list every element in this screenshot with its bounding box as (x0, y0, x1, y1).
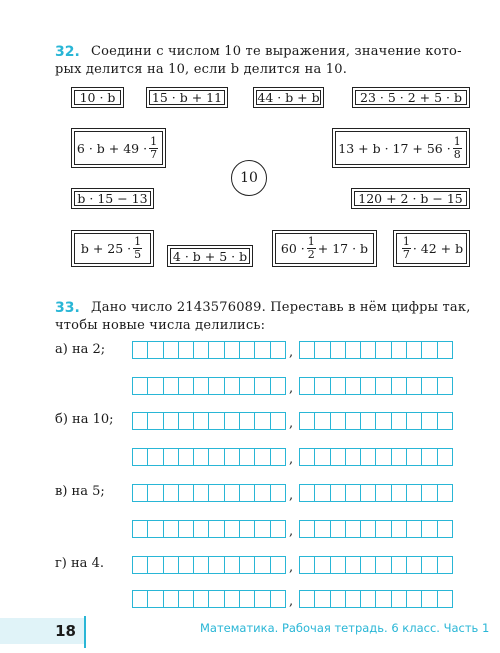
answer-cell[interactable] (240, 591, 255, 607)
expression-box[interactable]: 44 · b + b (253, 87, 324, 108)
answer-cell[interactable] (331, 342, 346, 358)
answer-cell[interactable] (346, 342, 361, 358)
answer-cell[interactable] (331, 591, 346, 607)
answer-cell[interactable] (361, 378, 376, 394)
answer-cell[interactable] (376, 449, 391, 465)
expression-box[interactable]: $\frac{1}{7}$ · 42 + b (393, 230, 470, 267)
answer-cell[interactable] (438, 557, 452, 573)
answer-cell[interactable] (438, 449, 452, 465)
answer-cell[interactable] (271, 557, 285, 573)
answer-cell[interactable] (346, 413, 361, 429)
comma-separator: , (289, 345, 294, 360)
answer-cell[interactable] (209, 557, 224, 573)
answer-cell[interactable] (315, 378, 330, 394)
page-divider (84, 616, 86, 648)
answer-cell[interactable] (209, 485, 224, 501)
footer-title: Математика. Рабочая тетрадь. 6 класс. Часть 1 (200, 621, 490, 635)
answer-label-d: г) на 4. (55, 556, 104, 571)
answer-cell[interactable] (255, 591, 270, 607)
answer-cell[interactable] (407, 557, 422, 573)
answer-cell[interactable] (194, 342, 209, 358)
answer-cell[interactable] (255, 485, 270, 501)
comma-separator: , (289, 381, 294, 396)
answer-cell[interactable] (438, 342, 452, 358)
answer-cell[interactable] (240, 449, 255, 465)
expression-box[interactable]: 6 · b + 49 · $\frac{1}{7}$ (71, 128, 166, 168)
answer-cell[interactable] (315, 449, 330, 465)
answer-label-c: в) на 5; (55, 484, 105, 499)
page-number: 18 (0, 618, 84, 644)
fraction: $\frac{1}{7}$ (402, 235, 410, 261)
answer-cell[interactable] (133, 485, 148, 501)
answer-cell[interactable] (255, 449, 270, 465)
answer-cell[interactable] (331, 485, 346, 501)
answer-cell[interactable] (315, 557, 330, 573)
answer-cell[interactable] (225, 485, 240, 501)
answer-cell[interactable] (407, 342, 422, 358)
answer-cell[interactable] (361, 591, 376, 607)
fraction: $\frac{1}{2}$ (307, 235, 315, 261)
expression-box[interactable]: 60 · $\frac{1}{2}$ + 17 · b (272, 230, 377, 267)
answer-cell[interactable] (376, 342, 391, 358)
task-33-text-line2: чтобы новые числа делились: (55, 318, 266, 333)
answer-cell[interactable] (361, 485, 376, 501)
answer-cell[interactable] (438, 378, 452, 394)
answer-cell[interactable] (148, 591, 163, 607)
answer-cell[interactable] (179, 485, 194, 501)
answer-cell[interactable] (164, 557, 179, 573)
answer-cell[interactable] (407, 413, 422, 429)
answer-cell[interactable] (422, 413, 437, 429)
answer-cell[interactable] (392, 413, 407, 429)
answer-cell[interactable] (300, 378, 315, 394)
answer-cell[interactable] (346, 591, 361, 607)
answer-cell[interactable] (164, 521, 179, 537)
answer-cell[interactable] (407, 449, 422, 465)
answer-cell[interactable] (300, 413, 315, 429)
answer-cell[interactable] (361, 521, 376, 537)
answer-cell[interactable] (209, 413, 224, 429)
answer-cell[interactable] (209, 449, 224, 465)
answer-cell[interactable] (194, 449, 209, 465)
answer-cell[interactable] (376, 591, 391, 607)
answer-cell[interactable] (225, 521, 240, 537)
answer-cell[interactable] (133, 342, 148, 358)
answer-cell[interactable] (315, 413, 330, 429)
answer-cell[interactable] (422, 591, 437, 607)
answer-cells[interactable] (132, 590, 286, 608)
answer-cell[interactable] (133, 413, 148, 429)
fraction: $\frac{1}{7}$ (150, 134, 158, 161)
answer-cell[interactable] (315, 485, 330, 501)
answer-cell[interactable] (271, 342, 285, 358)
answer-cell[interactable] (407, 521, 422, 537)
answer-cell[interactable] (376, 485, 391, 501)
answer-cell[interactable] (346, 378, 361, 394)
task-32-text-line1: Соедини с числом 10 те выражения, значение кото- (91, 44, 462, 59)
answer-cell[interactable] (392, 591, 407, 607)
answer-label-b: б) на 10; (55, 412, 114, 427)
expression-box[interactable]: 4 · b + 5 · b (167, 245, 253, 267)
answer-cell[interactable] (194, 521, 209, 537)
answer-cell[interactable] (331, 413, 346, 429)
expression-box[interactable]: b + 25 · $\frac{1}{5}$ (71, 230, 154, 267)
answer-cells[interactable] (132, 556, 286, 574)
answer-cell[interactable] (164, 591, 179, 607)
answer-cells[interactable] (132, 448, 286, 466)
answer-cell[interactable] (438, 413, 452, 429)
answer-cell[interactable] (271, 485, 285, 501)
answer-cell[interactable] (331, 449, 346, 465)
fraction: $\frac{1}{5}$ (134, 235, 142, 261)
answer-cell[interactable] (438, 591, 452, 607)
answer-cell[interactable] (164, 449, 179, 465)
answer-cell[interactable] (225, 449, 240, 465)
answer-cell[interactable] (255, 413, 270, 429)
answer-cell[interactable] (194, 591, 209, 607)
answer-cell[interactable] (346, 485, 361, 501)
answer-cell[interactable] (271, 413, 285, 429)
answer-cell[interactable] (240, 521, 255, 537)
answer-cells[interactable] (132, 484, 286, 502)
answer-cell[interactable] (407, 485, 422, 501)
comma-separator: , (289, 488, 294, 503)
answer-cell[interactable] (376, 413, 391, 429)
answer-cell[interactable] (133, 378, 148, 394)
answer-cell[interactable] (255, 342, 270, 358)
answer-cell[interactable] (422, 557, 437, 573)
answer-cells[interactable] (299, 590, 453, 608)
answer-cell[interactable] (438, 485, 452, 501)
answer-cell[interactable] (392, 557, 407, 573)
task-32-number: 32. (55, 44, 80, 60)
comma-separator: , (289, 524, 294, 539)
comma-separator: , (289, 560, 294, 575)
answer-cell[interactable] (300, 449, 315, 465)
answer-cell[interactable] (331, 557, 346, 573)
answer-cell[interactable] (209, 521, 224, 537)
answer-cell[interactable] (331, 521, 346, 537)
answer-cell[interactable] (300, 591, 315, 607)
answer-cell[interactable] (315, 591, 330, 607)
answer-cell[interactable] (271, 378, 285, 394)
answer-cell[interactable] (361, 449, 376, 465)
answer-cell[interactable] (422, 449, 437, 465)
comma-separator: , (289, 594, 294, 609)
expression-box[interactable]: 120 + 2 · b − 15 (351, 188, 470, 209)
answer-cell[interactable] (392, 342, 407, 358)
answer-cell[interactable] (179, 591, 194, 607)
answer-cell[interactable] (422, 342, 437, 358)
answer-cell[interactable] (164, 342, 179, 358)
answer-cell[interactable] (331, 378, 346, 394)
answer-cells[interactable] (132, 520, 286, 538)
answer-cell[interactable] (392, 378, 407, 394)
answer-cell[interactable] (361, 413, 376, 429)
expression-box[interactable]: 10 · b (71, 87, 124, 108)
answer-cell[interactable] (133, 557, 148, 573)
answer-cell[interactable] (225, 591, 240, 607)
task-33-text-line1: Дано число 2143576089. Переставь в нём цифры так, (91, 300, 471, 315)
answer-cells[interactable] (132, 377, 286, 395)
answer-cell[interactable] (133, 449, 148, 465)
answer-cell[interactable] (255, 557, 270, 573)
answer-cells[interactable] (299, 448, 453, 466)
answer-cell[interactable] (300, 342, 315, 358)
answer-cell[interactable] (179, 449, 194, 465)
answer-cell[interactable] (392, 485, 407, 501)
comma-separator: , (289, 416, 294, 431)
answer-cell[interactable] (209, 378, 224, 394)
answer-cell[interactable] (376, 557, 391, 573)
answer-cell[interactable] (422, 485, 437, 501)
answer-cell[interactable] (225, 413, 240, 429)
answer-cells[interactable] (132, 412, 286, 430)
expression-box[interactable]: b · 15 − 13 (71, 188, 154, 209)
answer-cell[interactable] (376, 521, 391, 537)
answer-cell[interactable] (179, 413, 194, 429)
answer-cell[interactable] (133, 591, 148, 607)
answer-cell[interactable] (315, 521, 330, 537)
answer-cell[interactable] (407, 591, 422, 607)
comma-separator: , (289, 452, 294, 467)
answer-cell[interactable] (422, 378, 437, 394)
answer-cell[interactable] (240, 378, 255, 394)
answer-cell[interactable] (346, 449, 361, 465)
answer-cell[interactable] (271, 521, 285, 537)
answer-cell[interactable] (133, 521, 148, 537)
answer-cells[interactable] (299, 484, 453, 502)
answer-cell[interactable] (179, 342, 194, 358)
answer-cell[interactable] (346, 557, 361, 573)
answer-cell[interactable] (255, 521, 270, 537)
answer-cell[interactable] (164, 485, 179, 501)
answer-cell[interactable] (422, 521, 437, 537)
answer-cell[interactable] (179, 557, 194, 573)
answer-cell[interactable] (225, 342, 240, 358)
answer-cell[interactable] (179, 378, 194, 394)
answer-cells[interactable] (299, 556, 453, 574)
answer-cell[interactable] (179, 521, 194, 537)
answer-cell[interactable] (209, 591, 224, 607)
answer-cell[interactable] (194, 413, 209, 429)
answer-cell[interactable] (148, 521, 163, 537)
answer-cell[interactable] (407, 378, 422, 394)
answer-cell[interactable] (271, 449, 285, 465)
answer-cell[interactable] (361, 557, 376, 573)
answer-cell[interactable] (300, 557, 315, 573)
answer-cell[interactable] (194, 378, 209, 394)
answer-cells[interactable] (299, 520, 453, 538)
task-33-number: 33. (55, 300, 80, 316)
answer-cell[interactable] (148, 485, 163, 501)
answer-cell[interactable] (240, 485, 255, 501)
answer-cell[interactable] (346, 521, 361, 537)
answer-cell[interactable] (209, 342, 224, 358)
answer-cell[interactable] (361, 342, 376, 358)
answer-cell[interactable] (392, 449, 407, 465)
fraction: $\frac{1}{8}$ (453, 134, 461, 161)
answer-cell[interactable] (376, 378, 391, 394)
answer-cell[interactable] (225, 378, 240, 394)
answer-cell[interactable] (438, 521, 452, 537)
answer-cell[interactable] (164, 378, 179, 394)
answer-cell[interactable] (392, 521, 407, 537)
answer-cell[interactable] (148, 413, 163, 429)
answer-cell[interactable] (194, 485, 209, 501)
expression-box[interactable]: 23 · 5 · 2 + 5 · b (352, 87, 470, 108)
expression-box[interactable]: 15 · b + 11 (146, 87, 228, 108)
answer-cell[interactable] (300, 521, 315, 537)
answer-cell[interactable] (148, 342, 163, 358)
answer-cell[interactable] (240, 413, 255, 429)
answer-cells[interactable] (132, 341, 286, 359)
answer-cell[interactable] (148, 378, 163, 394)
answer-label-a: а) на 2; (55, 342, 106, 357)
answer-cells[interactable] (299, 341, 453, 359)
answer-cell[interactable] (240, 557, 255, 573)
answer-cell[interactable] (300, 485, 315, 501)
answer-cell[interactable] (148, 557, 163, 573)
answer-cell[interactable] (225, 557, 240, 573)
answer-cell[interactable] (164, 413, 179, 429)
expression-box[interactable]: 13 + b · 17 + 56 · $\frac{1}{8}$ (332, 128, 470, 168)
task-32-text-line2: рых делится на 10, если b делится на 10. (55, 62, 348, 77)
answer-cells[interactable] (299, 377, 453, 395)
answer-cell[interactable] (255, 378, 270, 394)
answer-cells[interactable] (299, 412, 453, 430)
answer-cell[interactable] (148, 449, 163, 465)
center-number-circle[interactable]: 10 (231, 160, 267, 196)
answer-cell[interactable] (315, 342, 330, 358)
answer-cell[interactable] (271, 591, 285, 607)
answer-cell[interactable] (194, 557, 209, 573)
answer-cell[interactable] (240, 342, 255, 358)
